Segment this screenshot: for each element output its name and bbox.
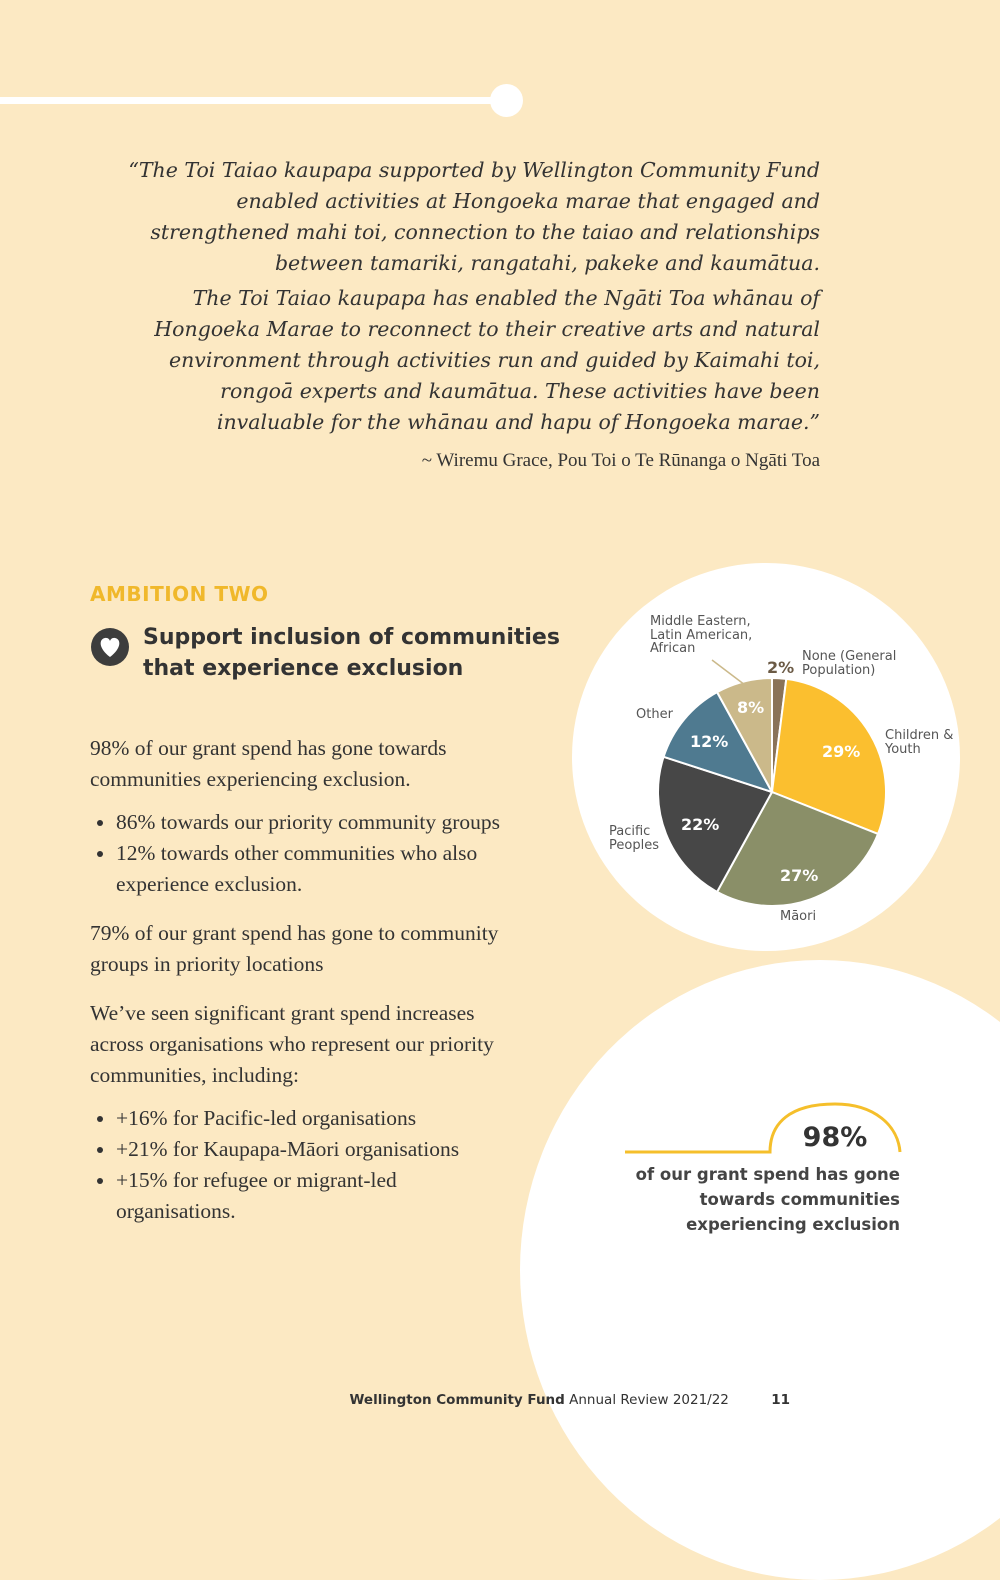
list-item: • +16% for Pacific-led organisations [116, 1103, 510, 1134]
pct-label-other: 12% [690, 732, 729, 751]
pct-label-pacific: 22% [681, 815, 720, 834]
list-item: • +15% for refugee or migrant-led organisations. [116, 1165, 510, 1227]
page-number: 11 [771, 1392, 790, 1408]
pct-label-none: 2% [767, 658, 795, 677]
pct-label-maori: 27% [780, 866, 819, 885]
footer-title: Annual Review 2021/22 [569, 1392, 729, 1408]
pie-label-children-youth: Children & Youth [885, 728, 954, 757]
pie-label-none: None (General Population) [802, 649, 897, 678]
list-item: • 86% towards our priority community groups [116, 807, 510, 838]
list-item: • +21% for Kaupapa-Māori organisations [116, 1134, 510, 1165]
body-paragraph-3: We’ve seen significant grant spend increases across organisations who represent our priority communities, including: [90, 1001, 494, 1087]
ambition-label: AMBITION TWO [90, 582, 269, 606]
page-footer [330, 1392, 790, 1408]
quote-attribution: ~ Wiremu Grace, Pou Toi o Te Rūnanga o Ngāti Toa [421, 450, 820, 471]
pie-label-other: Other [636, 707, 673, 722]
pie-label-maori: Māori [780, 909, 817, 924]
section-heading: Support inclusion of communities that experience exclusion [143, 625, 560, 681]
footer-org: Wellington Community Fund [349, 1392, 565, 1408]
stat-value: 98% [802, 1122, 868, 1153]
list-item: • 12% towards other communities who also experience exclusion. [116, 838, 510, 900]
pct-label-children-youth: 29% [822, 742, 861, 761]
pct-label-middle-eastern: 8% [737, 698, 765, 717]
body-paragraph-1: 98% of our grant spend has gone towards communities experiencing exclusion. [90, 736, 447, 791]
quote-paragraph-2: The Toi Taiao kaupapa has enabled the Ngāti Toa whānau of Hongoeka Marae to reconnect to their creative arts and natural environment through activities run and guided by Kaimahi toi, rongoā experts and kaumātua. These activities have been invaluable for the whānau and hapu of Hongoeka marae.” [154, 286, 820, 434]
pie-label-pacific: Pacific Peoples [609, 824, 659, 853]
stat-description: of our grant spend has gone towards communities experiencing exclusion [635, 1165, 900, 1234]
pie-leader-line [712, 660, 745, 685]
quote-paragraph-1: “The Toi Taiao kaupapa supported by Wellington Community Fund enabled activities at Hongoeka marae that engaged and strengthened mahi toi, connection to the taiao and relationships between tamariki, rangatahi, pakeke and kaumātua. [128, 158, 820, 275]
pie-label-middle-eastern: Middle Eastern, Latin American, African [650, 614, 753, 656]
body-paragraph-2: 79% of our grant spend has gone to community groups in priority locations [90, 921, 499, 976]
